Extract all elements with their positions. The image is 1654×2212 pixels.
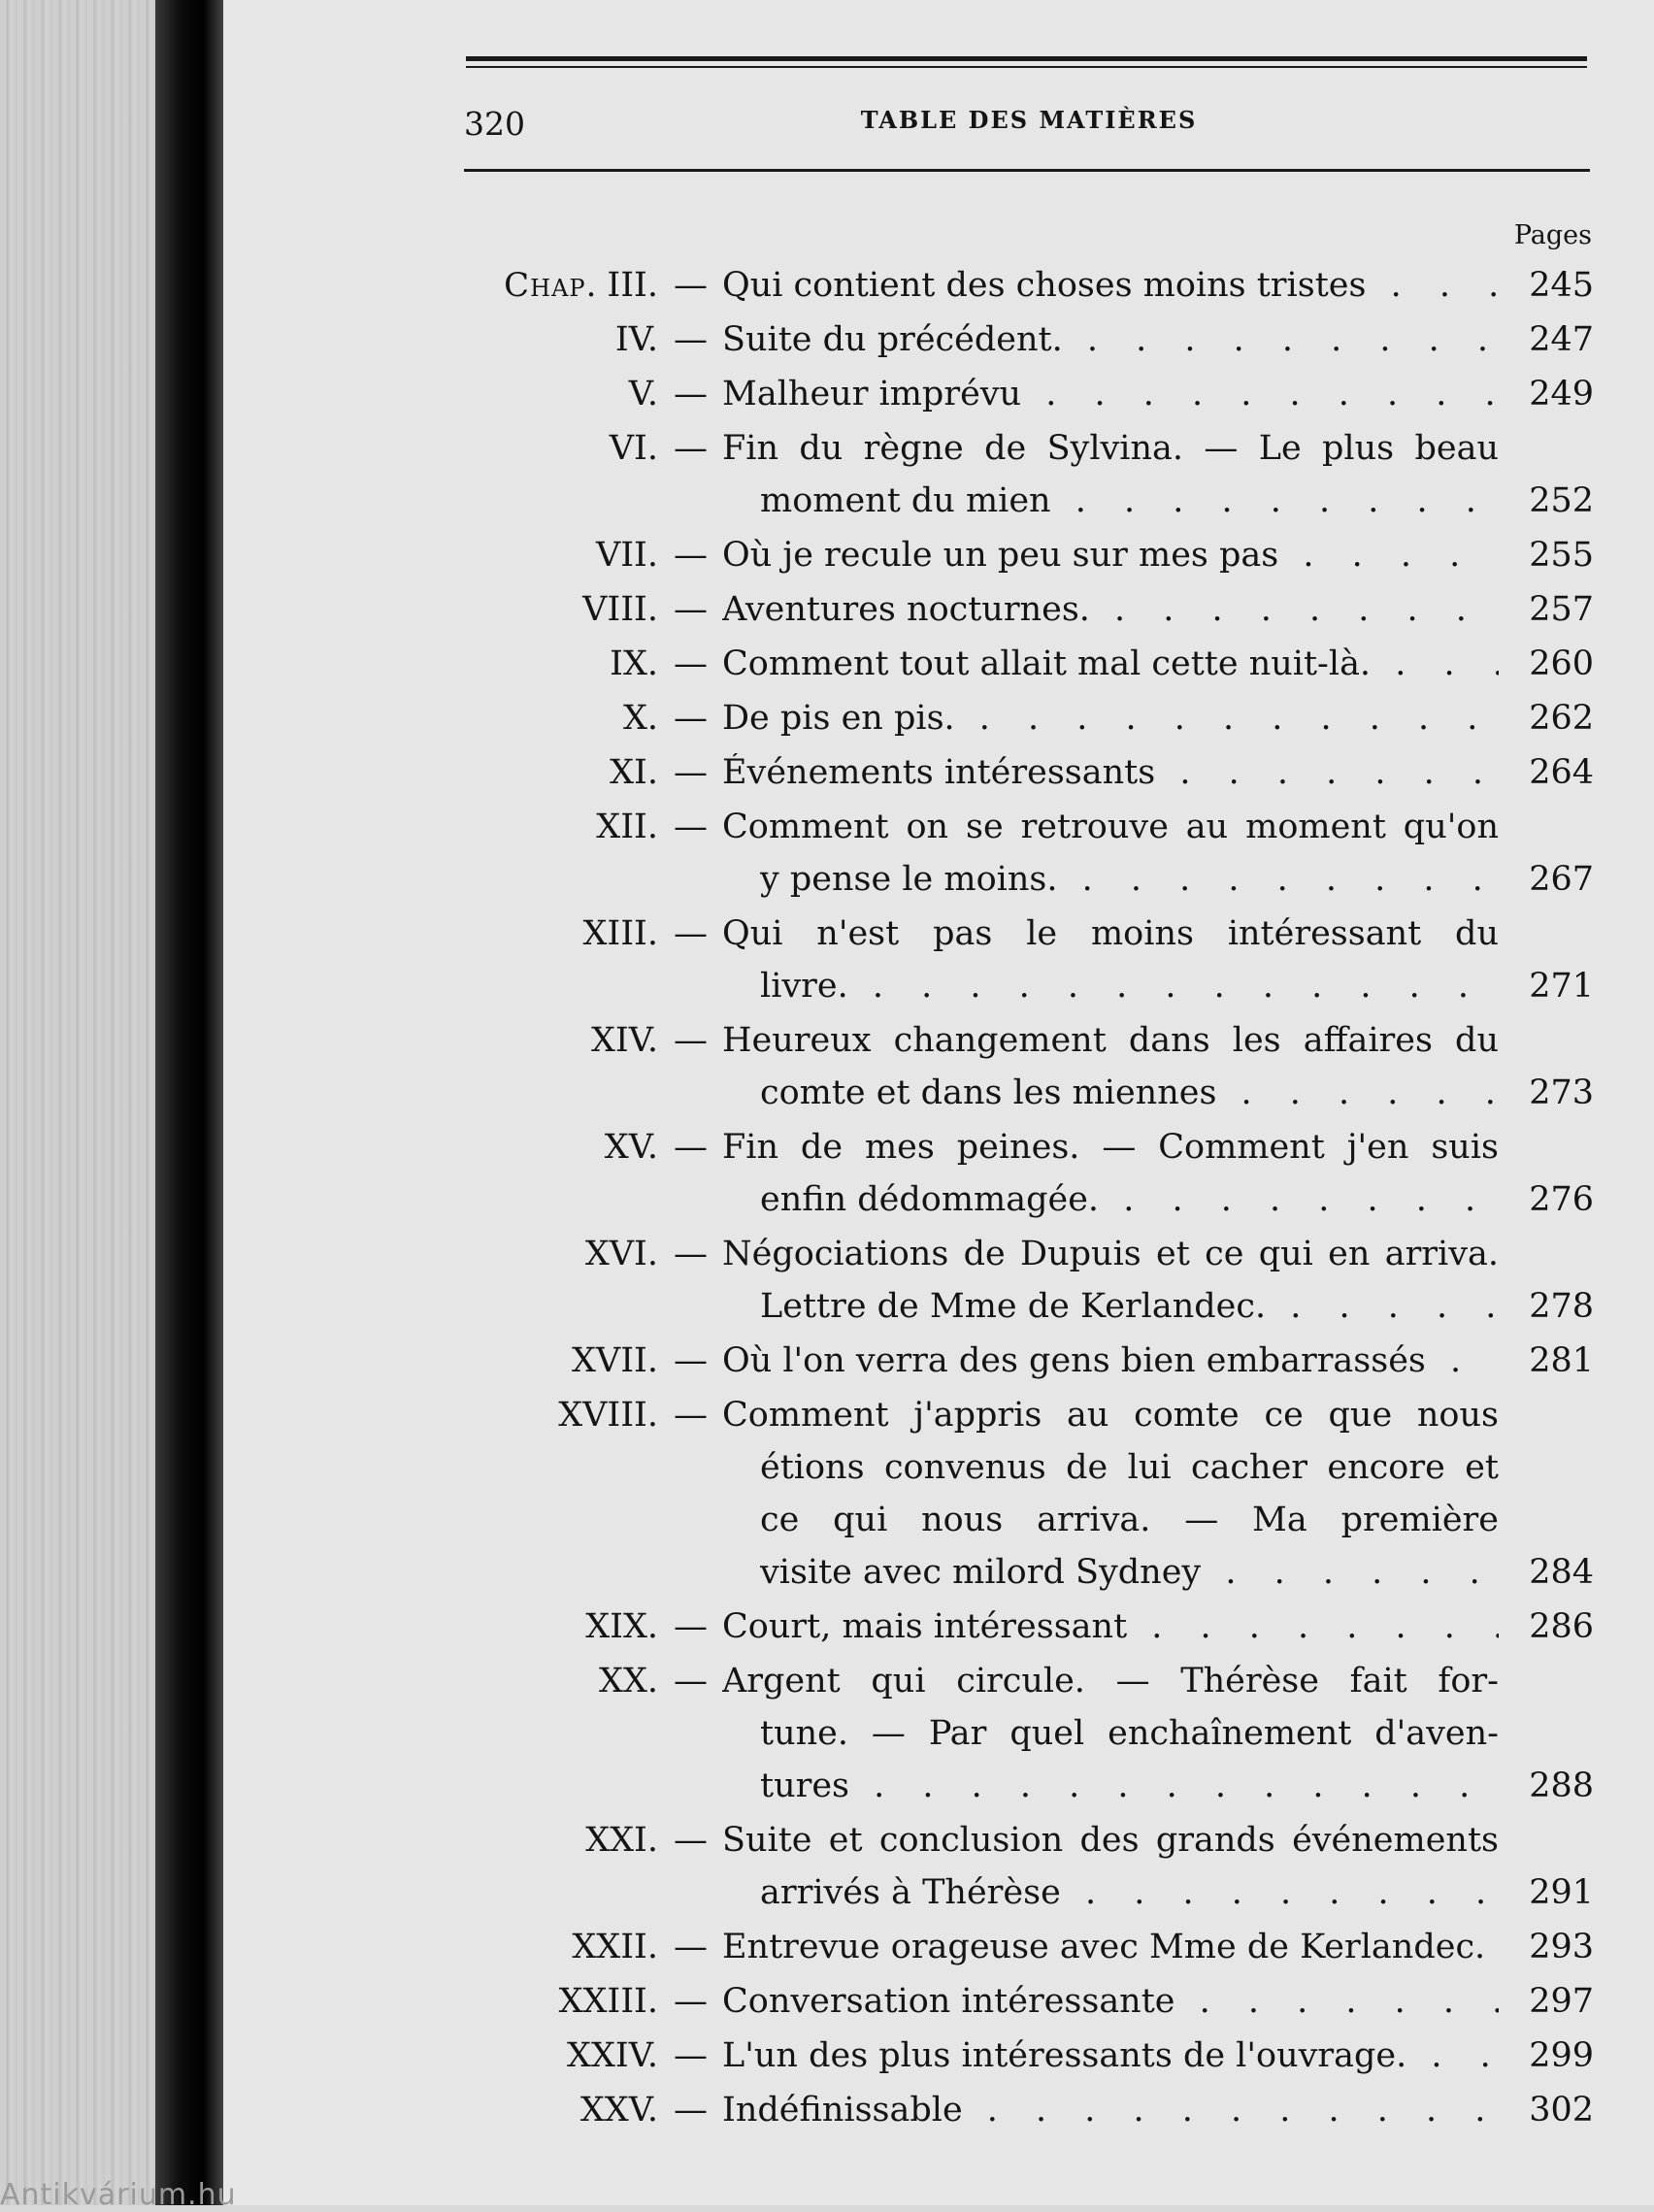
chapter-numeral: XIX. [585, 1607, 658, 1646]
chapter-number [623, 699, 658, 738]
title-text: Lettre de Mme de Kerlandec. . . . [760, 1287, 1499, 1326]
em-dash: — [674, 1128, 708, 1167]
chapter-title-line [722, 1396, 1499, 1435]
page-ref: 260 [1529, 644, 1594, 683]
toc-line [0, 1545, 1654, 1598]
title-text: Où l'on verra des gens bien embarrassés . . . [722, 1341, 1499, 1380]
chapter-title-line [722, 699, 1499, 738]
toc-line [0, 1334, 1654, 1386]
chapter-title-line [722, 753, 1499, 792]
chapter-numeral: III. [607, 266, 658, 305]
chapter-numeral: XXIV. [567, 2036, 658, 2075]
toc-line [0, 474, 1654, 526]
toc-line [0, 1172, 1654, 1225]
page-ref: 302 [1529, 2091, 1594, 2129]
title-text: livre. . . . [760, 967, 1499, 1006]
toc-entry [0, 1120, 1654, 1225]
chapter-numeral: VII. [595, 536, 658, 575]
chapter-number [585, 1235, 658, 1273]
toc-line [0, 1440, 1654, 1493]
header-rule-thick [466, 56, 1587, 61]
chapter-title-line [760, 1714, 1499, 1753]
chapter-number [559, 1982, 658, 2021]
chapter-number [558, 1396, 658, 1435]
title-text: Qui contient des choses moins tristes . . . [722, 266, 1499, 305]
title-text: Entrevue orageuse avec Mme de Kerlandec. . . . [722, 1928, 1499, 1966]
page-ref: 245 [1529, 266, 1594, 305]
title-text: Malheur imprévu . . . [722, 375, 1499, 413]
chapter-number [504, 266, 658, 305]
chapter-number [610, 753, 658, 792]
title-text: Court, mais intéressant . . . [722, 1607, 1499, 1646]
page-ref: 247 [1529, 320, 1594, 359]
toc-line [0, 637, 1654, 689]
title-text: étions convenus de lui cacher encore et [760, 1448, 1499, 1487]
page-ref: 249 [1529, 375, 1594, 413]
em-dash: — [674, 1341, 708, 1380]
em-dash: — [674, 1021, 708, 1060]
toc-line [0, 2029, 1654, 2081]
toc-line [0, 528, 1654, 580]
em-dash: — [674, 1662, 708, 1700]
toc-line [0, 2083, 1654, 2135]
chapter-title-line [760, 1873, 1499, 1912]
toc-entry [0, 1334, 1654, 1386]
page-ref: 297 [1529, 1982, 1594, 2021]
page-ref: 293 [1529, 1928, 1594, 1966]
title-text: De pis en pis. . . . [722, 699, 1499, 738]
em-dash: — [674, 2036, 708, 2075]
chapter-title-line [722, 2036, 1499, 2075]
title-text: Comment on se retrouve au moment qu'on [722, 808, 1499, 846]
chapter-title-line [760, 1501, 1499, 1539]
running-title: TABLE DES MATIÈRES [860, 106, 1198, 134]
toc-line [0, 959, 1654, 1011]
em-dash: — [674, 753, 708, 792]
em-dash: — [674, 2091, 708, 2129]
toc-line [0, 313, 1654, 365]
toc-line [0, 258, 1654, 311]
toc-entry [0, 1813, 1654, 1918]
toc-line [0, 1388, 1654, 1440]
chapter-number [585, 1607, 658, 1646]
page-ref: 278 [1529, 1287, 1594, 1326]
chapter-number [629, 375, 658, 413]
chapter-title-line [760, 481, 1499, 520]
toc-line [0, 1865, 1654, 1918]
pages-column-label: Pages [1513, 220, 1592, 250]
em-dash: — [674, 1607, 708, 1646]
toc-entry [0, 2083, 1654, 2135]
title-text: y pense le moins. . . . [760, 860, 1499, 899]
title-text: comte et dans les miennes . . . [760, 1073, 1499, 1112]
title-text: Où je recule un peu sur mes pas . . . [722, 536, 1499, 575]
page-ref: 252 [1529, 481, 1594, 520]
chapter-number [582, 590, 658, 629]
chapter-title-line [722, 914, 1499, 953]
chapter-title-line [722, 536, 1499, 575]
em-dash: — [674, 914, 708, 953]
toc-line [0, 907, 1654, 959]
chapter-title-line [722, 1928, 1499, 1966]
toc-line [0, 421, 1654, 474]
title-text: Comment j'appris au comte ce que nous [722, 1396, 1499, 1435]
chapter-numeral: VIII. [582, 590, 658, 629]
toc-entry [0, 907, 1654, 1011]
title-text: arrivés à Thérèse . . . [760, 1873, 1499, 1912]
chapter-title-line [760, 1073, 1499, 1112]
toc-line [0, 1920, 1654, 1972]
chapter-number [591, 1021, 658, 1060]
title-text: Qui n'est pas le moins intéressant du [722, 914, 1499, 953]
em-dash: — [674, 266, 708, 305]
toc-entry [0, 1227, 1654, 1332]
page-ref: 286 [1529, 1607, 1594, 1646]
toc-entry [0, 637, 1654, 689]
title-text: ce qui nous arriva. — Ma première [760, 1501, 1499, 1539]
chapter-number [605, 1128, 658, 1167]
em-dash: — [674, 644, 708, 683]
chapter-title-line [722, 644, 1499, 683]
toc-line [0, 1493, 1654, 1545]
chapter-title-line [722, 1128, 1499, 1167]
chapter-numeral: IX. [610, 644, 658, 683]
em-dash: — [674, 429, 708, 468]
chapter-numeral: XXI. [585, 1821, 658, 1860]
chapter-numeral: XII. [596, 808, 658, 846]
toc-line [0, 1654, 1654, 1706]
title-text: Suite et conclusion des grands événements [722, 1821, 1499, 1860]
chapter-title-line [722, 808, 1499, 846]
title-text: tune. — Par quel enchaînement d'aven- [760, 1714, 1499, 1753]
chapter-number [567, 2036, 658, 2075]
toc-entry [0, 1600, 1654, 1652]
title-text: Heureux changement dans les affaires du [722, 1021, 1499, 1060]
chapter-numeral: XXV. [579, 2091, 658, 2129]
title-text: Conversation intéressante . . . [722, 1982, 1499, 2021]
chapter-title-line [760, 1287, 1499, 1326]
toc-line [0, 691, 1654, 743]
page-ref: 284 [1529, 1553, 1594, 1592]
chapter-numeral: XXII. [572, 1928, 658, 1966]
title-text: Négociations de Dupuis et ce qui en arriva. [722, 1235, 1499, 1273]
chapter-title-line [722, 1235, 1499, 1273]
page-ref: 271 [1529, 967, 1594, 1006]
chapter-numeral: XIV. [590, 1021, 658, 1060]
page-ref: 257 [1529, 590, 1594, 629]
toc-line [0, 367, 1654, 419]
page-ref: 267 [1529, 860, 1594, 899]
chapter-numeral: VI. [609, 429, 658, 468]
em-dash: — [674, 808, 708, 846]
title-text: Fin de mes peines. — Comment j'en suis [722, 1128, 1499, 1167]
toc-entry [0, 421, 1654, 526]
em-dash: — [674, 536, 708, 575]
chapter-title-line [760, 1448, 1499, 1487]
chapter-title-line [722, 320, 1499, 359]
em-dash: — [674, 590, 708, 629]
page-ref: 281 [1529, 1341, 1594, 1380]
em-dash: — [674, 1982, 708, 2021]
chapter-title-line [722, 1982, 1499, 2021]
title-text: moment du mien . . . [760, 481, 1499, 520]
em-dash: — [674, 1235, 708, 1273]
chapter-numeral: XI. [610, 753, 658, 792]
chapter-numeral: XVIII. [558, 1396, 658, 1435]
toc-line [0, 1706, 1654, 1759]
chapter-number [610, 644, 658, 683]
chapter-numeral: XIII. [582, 914, 658, 953]
chapter-number [596, 808, 658, 846]
toc-entry [0, 313, 1654, 365]
chapter-numeral: X. [622, 699, 658, 738]
header-rule-thin [466, 66, 1587, 68]
toc-line [0, 1813, 1654, 1865]
toc-entry [0, 800, 1654, 905]
toc-entry [0, 582, 1654, 635]
title-text: tures . . . [760, 1766, 1499, 1805]
em-dash: — [674, 1396, 708, 1435]
chapter-title-line [760, 860, 1499, 899]
title-text: enfin dédommagée. . . . [760, 1180, 1499, 1219]
chapter-title-line [722, 1341, 1499, 1380]
chapter-numeral: V. [628, 375, 658, 413]
chapter-number [610, 429, 658, 468]
chapter-title-line [722, 375, 1499, 413]
chapter-numeral: XVI. [584, 1235, 658, 1273]
title-text: Argent qui circule. — Thérèse fait for- [722, 1662, 1499, 1700]
chapter-number [572, 1341, 658, 1380]
toc-entry [0, 1920, 1654, 1972]
chapter-number [580, 2091, 658, 2129]
page-ref: 291 [1529, 1873, 1594, 1912]
page-ref: 262 [1529, 699, 1594, 738]
chapter-number [582, 914, 658, 953]
toc-line [0, 800, 1654, 852]
chapter-prefix: Chap. [504, 266, 598, 305]
toc-line [0, 852, 1654, 905]
chapter-title-line [722, 1021, 1499, 1060]
watermark: Antikvárium.hu [0, 2178, 237, 2212]
title-text: Aventures nocturnes. . . . [722, 590, 1499, 629]
chapter-numeral: XV. [604, 1128, 658, 1167]
page-ref: 264 [1529, 753, 1594, 792]
toc-line [0, 1066, 1654, 1118]
toc-line [0, 1279, 1654, 1332]
toc-line [0, 1120, 1654, 1172]
chapter-numeral: XXIII. [558, 1982, 658, 2021]
chapter-title-line [760, 1180, 1499, 1219]
chapter-numeral: IV. [614, 320, 658, 359]
title-text: L'un des plus intéressants de l'ouvrage. . . . [722, 2036, 1499, 2075]
chapter-title-line [722, 266, 1499, 305]
page-ref: 288 [1529, 1766, 1594, 1805]
toc-entry [0, 1974, 1654, 2027]
toc-line [0, 1974, 1654, 2027]
header-underline [464, 169, 1590, 172]
toc-line [0, 1759, 1654, 1811]
chapter-title-line [722, 1662, 1499, 1700]
toc-line [0, 1227, 1654, 1279]
title-text: visite avec milord Sydney . . . [760, 1553, 1499, 1592]
title-text: Indéfinissable . . . [722, 2091, 1499, 2129]
toc-entry [0, 691, 1654, 743]
chapter-title-line [760, 1553, 1499, 1592]
chapter-number [599, 1662, 658, 1700]
title-text: Événements intéressants . . . [722, 753, 1499, 792]
toc-entry [0, 1654, 1654, 1811]
chapter-title-line [760, 967, 1499, 1006]
toc-entry [0, 745, 1654, 798]
toc-line [0, 1600, 1654, 1652]
chapter-title-line [722, 2091, 1499, 2129]
toc-entry [0, 1013, 1654, 1118]
page-ref: 273 [1529, 1073, 1594, 1112]
page-number: 320 [464, 105, 525, 143]
chapter-title-line [722, 1821, 1499, 1860]
chapter-title-line [722, 429, 1499, 468]
chapter-numeral: XVII. [572, 1341, 658, 1380]
title-text: Suite du précédent. . . . [722, 320, 1499, 359]
chapter-title-line [722, 590, 1499, 629]
em-dash: — [674, 699, 708, 738]
chapter-number [615, 320, 658, 359]
table-of-contents [0, 258, 1654, 2137]
toc-entry [0, 528, 1654, 580]
toc-line [0, 1013, 1654, 1066]
em-dash: — [674, 1928, 708, 1966]
chapter-title-line [722, 1607, 1499, 1646]
toc-entry [0, 1388, 1654, 1598]
toc-entry [0, 2029, 1654, 2081]
page-ref: 299 [1529, 2036, 1594, 2075]
chapter-numeral: XX. [599, 1662, 658, 1700]
chapter-number [596, 536, 658, 575]
chapter-number [572, 1928, 658, 1966]
em-dash: — [674, 375, 708, 413]
page-ref: 276 [1529, 1180, 1594, 1219]
page-ref: 255 [1529, 536, 1594, 575]
toc-entry [0, 367, 1654, 419]
title-text: Comment tout allait mal cette nuit-là. . . . [722, 644, 1499, 683]
toc-line [0, 582, 1654, 635]
em-dash: — [674, 1821, 708, 1860]
toc-entry [0, 258, 1654, 311]
em-dash: — [674, 320, 708, 359]
chapter-title-line [760, 1766, 1499, 1805]
toc-line [0, 745, 1654, 798]
chapter-number [585, 1821, 658, 1860]
title-text: Fin du règne de Sylvina. — Le plus beau [722, 429, 1499, 468]
